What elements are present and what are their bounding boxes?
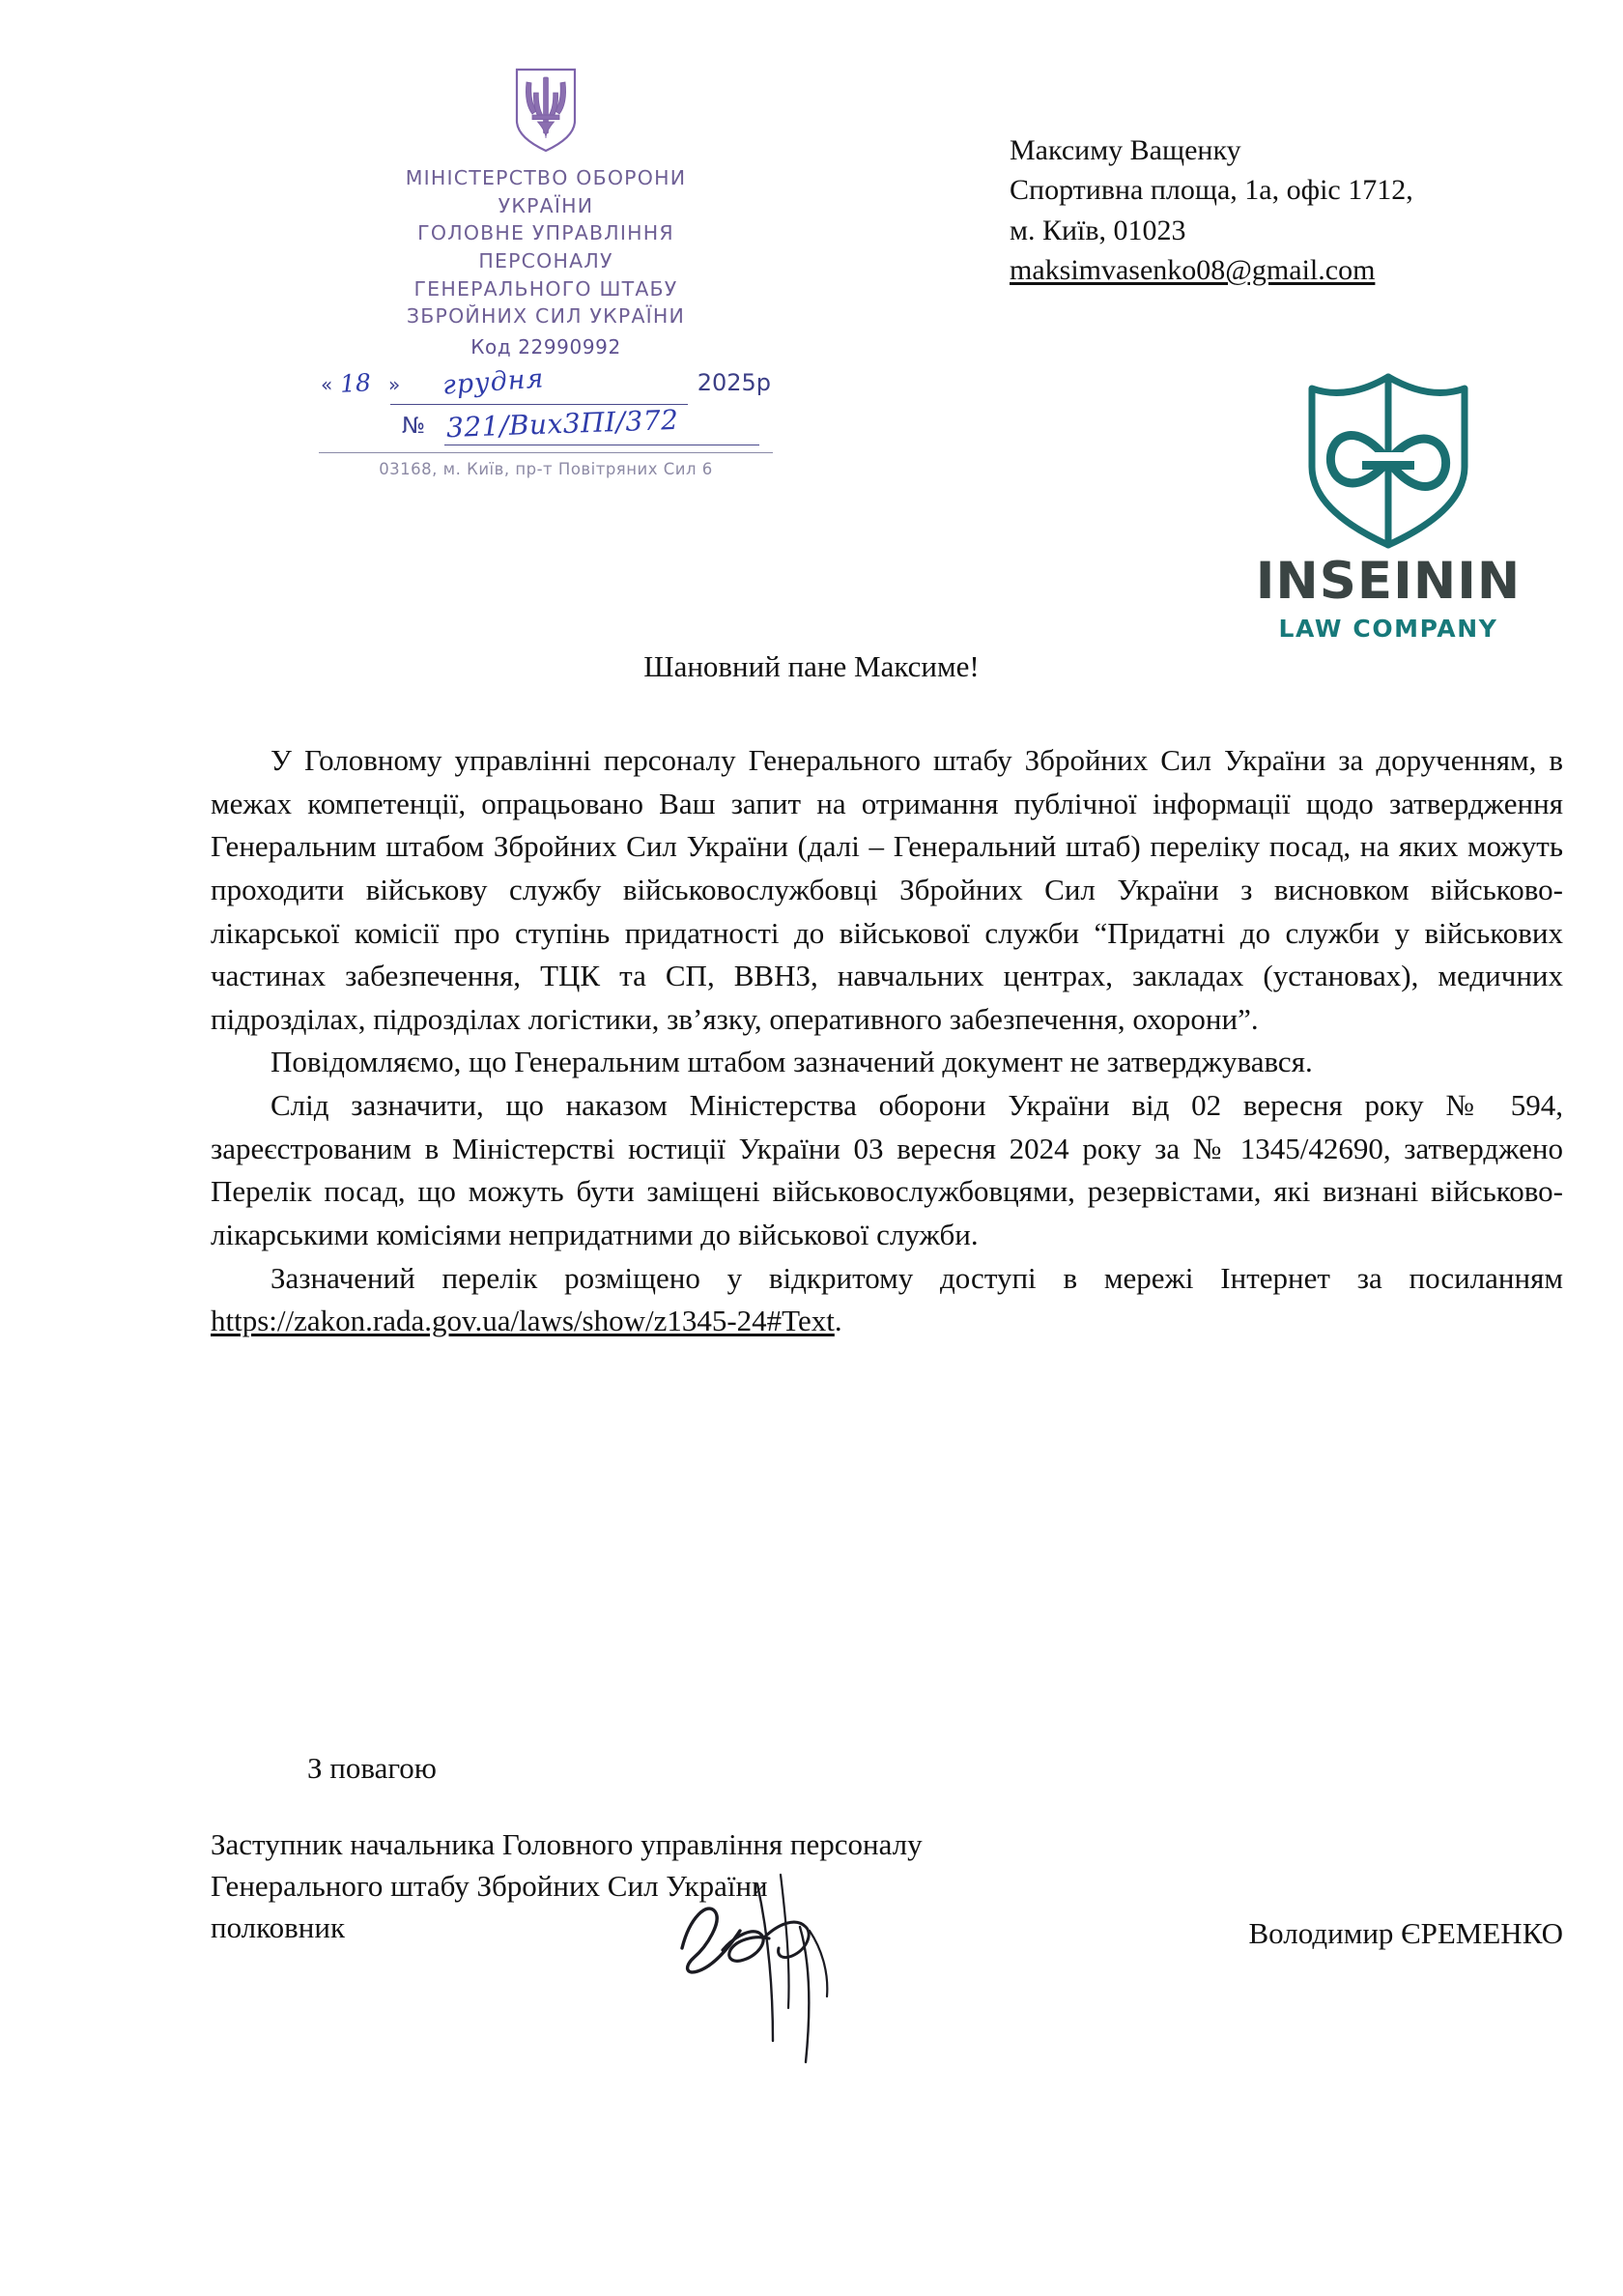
quote-close: » bbox=[388, 373, 401, 397]
stamp-fields bbox=[319, 363, 773, 450]
letterhead-line-4: ПЕРСОНАЛУ bbox=[478, 249, 613, 273]
recipient-city: м. Київ, 01023 bbox=[1010, 214, 1186, 246]
recipient-email[interactable]: maksimvasenko08@gmail.com bbox=[1010, 254, 1376, 287]
law-link[interactable]: https://zakon.rada.gov.ua/laws/show/z1345-24#Text bbox=[211, 1304, 835, 1338]
letterhead-line-6: ЗБРОЙНИХ СИЛ УКРАЇНИ bbox=[406, 304, 686, 329]
signer-name: Володимир ЄРЕМЕНКО bbox=[1248, 1916, 1563, 1950]
recipient-block bbox=[1010, 130, 1589, 291]
salutation: Шановний пане Максиме! bbox=[643, 649, 980, 683]
stamp-number-value: 321/Вих3ПІ/372 bbox=[445, 403, 679, 445]
ukraine-trident-icon bbox=[514, 68, 578, 153]
letterhead-stamp bbox=[319, 68, 773, 478]
quote-open: « bbox=[321, 373, 333, 397]
letterhead-address: 03168, м. Київ, пр-т Повітряних Сил 6 bbox=[379, 460, 713, 479]
letter-body bbox=[211, 739, 1563, 1343]
stamp-date-year: 2025р bbox=[697, 369, 771, 397]
signer-title-line-1: Заступник начальника Головного управління персоналу bbox=[211, 1827, 923, 1861]
stamp-date-month: грудня bbox=[441, 363, 546, 401]
stamp-bottom-rule bbox=[319, 452, 773, 453]
paragraph-3: Слід зазначити, що наказом Міністерства оборони України від 02 вересня року № 594, зареєстрованим в Міністерстві юстиції України 03 вересня 2024 року за № 1345/42690, затверджено Перелік посад, що можуть бути заміщені військовослужбовцями, резервістами, які визнані військово-лікарськими комісіями непридатними до військової служби. bbox=[211, 1088, 1563, 1251]
signer-rank: полковник bbox=[211, 1909, 346, 1944]
paragraph-1: У Головному управлінні персоналу Генерального штабу Збройних Сил України за дорученням, в межах компетенції, опрацьовано Ваш запит на отримання публічної інформації щодо затвердження Генеральним штабом Збройних Сил України (далі – Генеральний штаб) переліку посад, на яких можуть проходити військову службу військовослужбовці Збройних Сил України з висновком військово-лікарської комісії про ступінь придатності до військової служби “Придатні до служби у військових частинах забезпечення, ТЦК та СП, ВВНЗ, навчальних центрах, закладах (установах), медичних підрозділах, підрозділах логістики, зв’язку, оперативного забезпечення, охорони”. bbox=[211, 743, 1563, 1036]
letterhead-org-code: Код 22990992 bbox=[470, 335, 621, 359]
letterhead-line-3: ГОЛОВНЕ УПРАВЛІННЯ bbox=[417, 221, 674, 245]
signature-block bbox=[211, 1824, 1563, 1948]
letterhead-line-5: ГЕНЕРАЛЬНОГО ШТАБУ bbox=[413, 276, 678, 301]
signer-title-line-2: Генерального штабу Збройних Сил України bbox=[211, 1868, 768, 1903]
stamp-date-day: 18 bbox=[339, 368, 372, 398]
letterhead-line-2: УКРАЇНИ bbox=[498, 193, 594, 217]
recipient-name: Максиму Ващенку bbox=[1010, 134, 1241, 166]
paragraph-4-suffix: . bbox=[834, 1304, 842, 1338]
recipient-street: Спортивна площа, 1а, офіс 1712, bbox=[1010, 174, 1413, 207]
signer-title bbox=[211, 1824, 1563, 1948]
stamp-number-label: № bbox=[402, 414, 425, 440]
logo-company-name: INSEININ bbox=[1255, 552, 1522, 611]
stamp-date-row bbox=[319, 363, 773, 410]
paragraph-4-prefix: Зазначений перелік розміщено у відкритому доступі в мережі Інтернет за посиланням bbox=[270, 1260, 1563, 1295]
law-company-logo bbox=[1229, 365, 1548, 643]
paragraph-4 bbox=[211, 1257, 1563, 1343]
shield-infinity-icon bbox=[1287, 365, 1490, 554]
stamp-number-row bbox=[319, 403, 773, 450]
regards-line: З повагою bbox=[307, 1751, 437, 1785]
paragraph-2: Повідомляємо, що Генеральним штабом зазначений документ не затверджувався. bbox=[270, 1045, 1313, 1079]
letterhead-line-1: МІНІСТЕРСТВО ОБОРОНИ bbox=[405, 166, 687, 189]
logo-tagline: LAW COMPANY bbox=[1278, 615, 1498, 643]
